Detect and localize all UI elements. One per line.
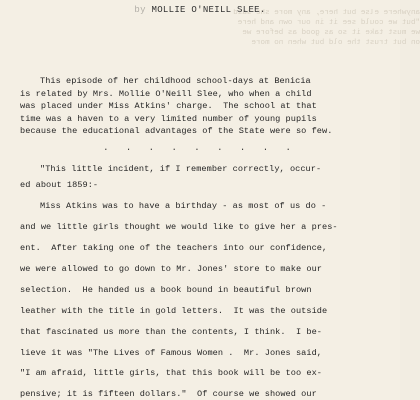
reverse-side-bleed-through: anywhere else but here, any more she said "but we could see it in our own and here we must take it so as good as before we on but trust the old but when no more	[233, 9, 420, 47]
section-separator: . . . . . . . . .	[103, 143, 297, 153]
story-line-10: lieve it was "The Lives of Famous Women . Mr. Jones said,	[20, 348, 323, 358]
intro-line-5: because the educational advantages of the State were so few.	[20, 126, 333, 136]
story-line-9: that fascinated us more than the contents, I think. I be-	[20, 327, 323, 337]
story-line-7: selection. He handed us a book bound in beautiful brown	[20, 285, 312, 295]
story-line-3: Miss Atkins was to have a birthday - as most of us do -	[40, 201, 327, 211]
byline-prefix: by	[134, 5, 146, 15]
byline	[0, 5, 400, 15]
story-line-8: leather with the title in gold letters. It was the outside	[20, 306, 328, 316]
story-line-12: pensive; it is fifteen dollars." Of course we showed our	[20, 389, 317, 399]
story-line-6: we were allowed to go down to Mr. Jones' store to make our	[20, 264, 323, 274]
intro-line-4: time was a haven to a very limited number of young pupils	[20, 114, 317, 124]
intro-line-2: is related by Mrs. Mollie O'Neill Slee, who when a child	[20, 89, 312, 99]
story-line-1: "This little incident, if I remember correctly, occur-	[40, 164, 322, 174]
byline-author: MOLLIE O'NEILL SLEE.	[151, 5, 266, 15]
story-line-4: and we little girls thought we would like to give her a pres-	[20, 222, 338, 232]
intro-line-1: This episode of her childhood school-days at Benicia	[40, 76, 311, 86]
story-line-11: "I am afraid, little girls, that this book will be too ex-	[20, 368, 323, 378]
story-line-2: ed about 1859:-	[20, 180, 99, 190]
story-line-5: ent. After taking one of the teachers into our confidence,	[20, 243, 328, 253]
intro-line-3: was placed under Miss Atkins' charge. The school at that	[20, 101, 317, 111]
